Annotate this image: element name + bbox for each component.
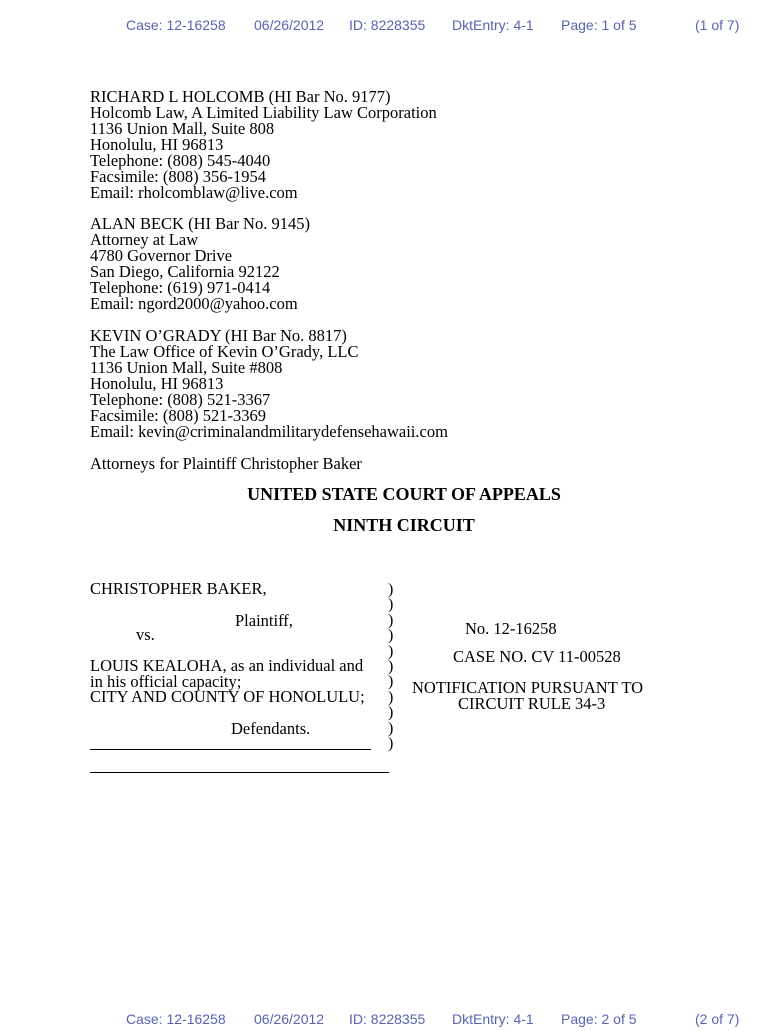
court-name: UNITED STATE COURT OF APPEALS (247, 484, 561, 504)
paren: ) (388, 704, 394, 722)
attorney-block-ogrady (90, 328, 448, 440)
page-header-top (0, 17, 768, 37)
versus: vs. (136, 625, 155, 644)
header-dkt: DktEntry: 4-1 (452, 1011, 534, 1027)
paren: ) (388, 734, 394, 752)
attorney-line: 1136 Union Mall, Suite #808 (90, 358, 283, 377)
caption-rule-2 (90, 772, 389, 773)
attorneys-for: Attorneys for Plaintiff Christopher Baker (90, 454, 362, 473)
attorney-line: Email: ngord2000@yahoo.com (90, 294, 298, 313)
header-dkt: DktEntry: 4-1 (452, 17, 534, 33)
header-case: Case: 12-16258 (126, 17, 226, 33)
paren: ) (388, 673, 394, 691)
caption-rule-1 (90, 749, 371, 750)
document-title-line-2: CIRCUIT RULE 34-3 (458, 694, 606, 713)
paren: ) (388, 719, 394, 737)
attorney-line: Telephone: (808) 521-3367 (90, 390, 271, 409)
header-date: 06/26/2012 (254, 17, 325, 33)
header-page: Page: 1 of 5 (561, 17, 637, 33)
district-case-number: CASE NO. CV 11-00528 (453, 647, 621, 666)
header-id: ID: 8228355 (349, 1011, 426, 1027)
attorney-line: Honolulu, HI 96813 (90, 374, 224, 393)
attorney-line: San Diego, California 92122 (90, 262, 280, 281)
attorney-line: Attorney at Law (90, 230, 199, 249)
attorney-block-beck (90, 216, 310, 312)
attorney-line: Facsimile: (808) 356-1954 (90, 167, 266, 186)
header-page: Page: 2 of 5 (561, 1011, 637, 1027)
attorney-line: RICHARD L HOLCOMB (HI Bar No. 9177) (90, 87, 391, 106)
court-circuit: NINTH CIRCUIT (333, 515, 475, 535)
header-sheet: (2 of 7) (695, 1011, 740, 1027)
page-header-bottom (0, 1011, 768, 1031)
paren: ) (388, 642, 394, 660)
attorney-line: The Law Office of Kevin O’Grady, LLC (90, 342, 359, 361)
attorney-line: KEVIN O’GRADY (HI Bar No. 8817) (90, 326, 347, 345)
defendant-kealoha: LOUIS KEALOHA, as an individual and (90, 656, 364, 675)
plaintiff-label: Plaintiff, (235, 611, 293, 630)
paren: ) (388, 596, 394, 614)
attorney-block-holcomb (90, 89, 437, 201)
caption-parentheses (388, 582, 393, 751)
paren: ) (388, 611, 394, 629)
paren: ) (388, 657, 394, 675)
defendant-honolulu: CITY AND COUNTY OF HONOLULU; (90, 687, 365, 706)
header-case: Case: 12-16258 (126, 1011, 226, 1027)
attorney-line: Facsimile: (808) 521-3369 (90, 406, 266, 425)
attorney-line: 1136 Union Mall, Suite 808 (90, 119, 275, 138)
document-title-line-1: NOTIFICATION PURSUANT TO (412, 678, 644, 697)
attorney-line: ALAN BECK (HI Bar No. 9145) (90, 214, 310, 233)
attorney-line: Honolulu, HI 96813 (90, 135, 224, 154)
attorney-line: Holcomb Law, A Limited Liability Law Corporation (90, 103, 437, 122)
defendant-kealoha-capacity: in his official capacity; (90, 672, 242, 691)
appeal-number: No. 12-16258 (465, 619, 557, 638)
paren: ) (388, 688, 394, 706)
plaintiff-name: CHRISTOPHER BAKER, (90, 579, 267, 598)
header-id: ID: 8228355 (349, 17, 426, 33)
attorney-line: 4780 Governor Drive (90, 246, 233, 265)
defendants-label: Defendants. (231, 719, 311, 738)
paren: ) (388, 627, 394, 645)
attorney-line: Email: kevin@criminalandmilitarydefensehawaii.com (90, 422, 448, 441)
attorney-line: Email: rholcomblaw@live.com (90, 183, 298, 202)
header-sheet: (1 of 7) (695, 17, 740, 33)
paren: ) (388, 581, 394, 598)
attorney-line: Telephone: (619) 971-0414 (90, 278, 271, 297)
attorney-line: Telephone: (808) 545-4040 (90, 151, 271, 170)
header-date: 06/26/2012 (254, 1011, 325, 1027)
